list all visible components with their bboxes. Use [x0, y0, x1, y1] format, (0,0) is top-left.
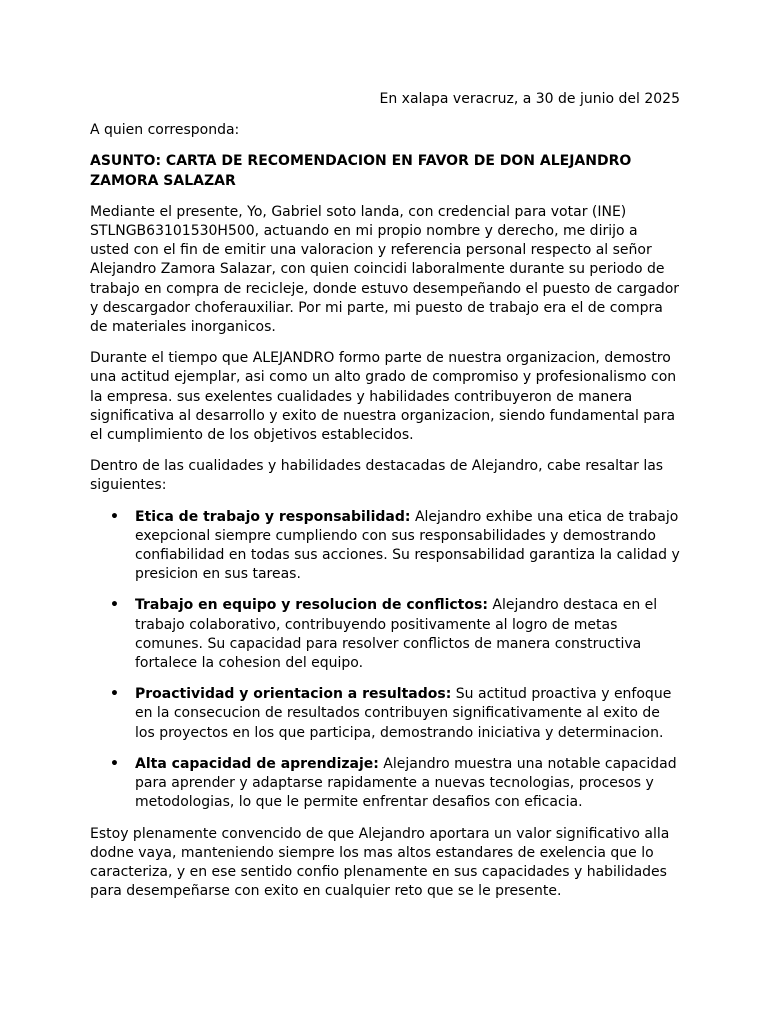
- paragraph-conclusion: Estoy plenamente convencido de que Alejandro aportara un valor significativo alla dodne vaya, manteniendo siempre los mas altos estandares de exelencia que lo caracteriza, y en ese sentido confio plenamente en sus capacidades y habilidades para desempeñarse con exito en cualquier reto que se le presente.: [90, 825, 670, 900]
- list-item: [110, 755, 680, 813]
- bullet-icon: •: [110, 755, 119, 772]
- quality-text: Alejandro muestra una notable capacidad para aprender y adaptarse rapidamente a nuevas tecnologias, procesos y metodologias, lo que le permite enfrentar desafios con eficacia.: [135, 755, 677, 811]
- salutation: A quien corresponda:: [90, 122, 240, 139]
- date-line: En xalapa veracruz, a 30 de junio del 2025: [379, 91, 680, 107]
- bullet-icon: •: [110, 686, 119, 703]
- paragraph-qualities-intro: Dentro de las cualidades y habilidades destacadas de Alejandro, cabe resaltar las siguientes:: [90, 458, 664, 494]
- quality-title: Trabajo en equipo y resolucion de conflictos:: [135, 597, 488, 614]
- quality-text: Alejandro destaca en el trabajo colaborativo, contribuyendo positivamente al logro de metas comunes. Su capacidad para resolver conflictos de manera constructiva fortalece la cohesion del equipo.: [135, 597, 658, 672]
- subject-line: ASUNTO: CARTA DE RECOMENDACION EN FAVOR DE DON ALEJANDRO ZAMORA SALAZAR: [90, 153, 632, 189]
- bullet-icon: •: [110, 597, 119, 614]
- quality-text: Su actitud proactiva y enfoque en la consecucion de resultados contribuyen significativamente al exito de los proyectos en los que participa, demostrando iniciativa y determinacion.: [135, 686, 672, 741]
- list-item: [110, 685, 680, 743]
- paragraph-introduction: Mediante el presente, Yo, Gabriel soto landa, con credencial para votar (INE) STLNGB63101530H500, actuando en mi propio nombre y derecho, me dirijo a usted con el fin de emitir una valoracion y referencia personal respecto al señor Alejandro Zamora Salazar, con quien coincidi laboralmente durante su periodo de trabajo en compra de recicleje, donde estuvo desempeñando el puesto de cargador y descargador choferauxiliar. Por mi parte, mi puesto de trabajo era el de compra de materiales inorganicos.: [90, 203, 680, 336]
- list-item: [110, 508, 680, 585]
- quality-text: Alejandro exhibe una etica de trabajo exepcional siempre cumpliendo con sus responsabilidades y demostrando confiabilidad en todas sus acciones. Su responsabilidad garantiza la calidad y presicion en sus tareas.: [135, 508, 680, 583]
- quality-title: Etica de trabajo y responsabilidad:: [135, 508, 411, 525]
- quality-title: Proactividad y orientacion a resultados:: [135, 686, 452, 703]
- bullet-icon: •: [110, 508, 119, 525]
- list-item: [110, 596, 680, 673]
- qualities-list: [90, 508, 680, 813]
- quality-title: Alta capacidad de aprendizaje:: [135, 755, 379, 772]
- letter-page: [90, 90, 680, 913]
- paragraph-performance: Durante el tiempo que ALEJANDRO formo parte de nuestra organizacion, demostro una actitud ejemplar, asi como un alto grado de compromiso y profesionalismo con la empresa. sus exelentes cualidades y habilidades contribuyeron de manera significativa al desarrollo y exito de nuestra organizacion, siendo fundamental para el cumplimiento de los objetivos establecidos.: [90, 350, 677, 444]
